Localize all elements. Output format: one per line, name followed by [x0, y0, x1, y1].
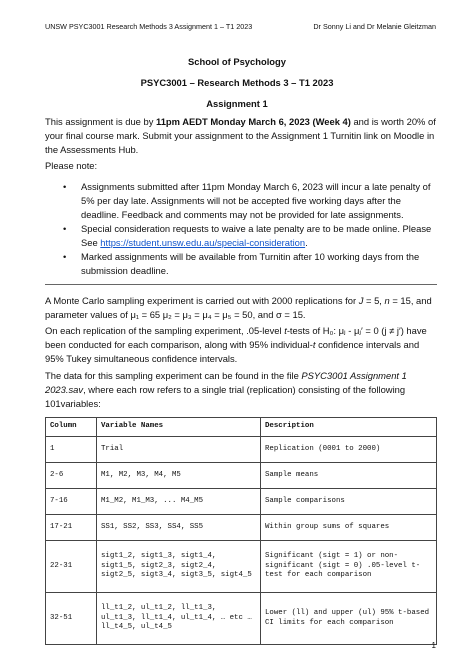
list-item: [45, 250, 437, 278]
list-item: [45, 180, 437, 222]
table-row: [46, 515, 437, 541]
cell-description: Within group sums of squares: [261, 515, 437, 541]
header-variable-names: Variable Names: [97, 418, 261, 437]
bullet-icon: •: [63, 223, 67, 234]
notes-list: [45, 180, 437, 278]
cell-description: Lower (ll) and upper (ul) 95% t-based CI limits for each comparison: [261, 593, 437, 645]
assignment-title: Assignment 1: [206, 98, 268, 109]
intro-text-before: This assignment is due by: [45, 116, 156, 127]
bullet-marked-assignments: Marked assignments will be available from Turnitin after 10 working days from the submission deadline.: [81, 251, 420, 276]
text-span: = 5,: [363, 295, 385, 306]
monte-carlo-paragraph: [45, 294, 437, 322]
bullet-period: .: [305, 237, 308, 248]
cell-variables: SS1, SS2, SS3, SS4, SS5: [97, 515, 261, 541]
cell-column: 2-6: [46, 463, 97, 489]
cell-description: Replication (0001 to 2000): [261, 437, 437, 463]
bullet-late-penalty: Assignments submitted after 11pm Monday March 6, 2023 will incur a late penalty of 5% per day late. Assignments will not be accepted five working days after the deadline. Feedback and comments may not be provided for late assignments.: [81, 181, 431, 220]
symbol-t: t: [312, 339, 316, 350]
table-row: [46, 541, 437, 593]
text-span: A Monte Carlo sampling experiment is carried out with 2000 replications for: [45, 295, 359, 306]
cell-column: 32-51: [46, 593, 97, 645]
text-span: On each replication of the sampling experiment, .05-level: [45, 325, 285, 336]
text-span: , where each row refers to a single trial (replication) consisting of the following 101variables:: [45, 384, 406, 409]
header-column: Column: [46, 418, 97, 437]
text-span: The data for this sampling experiment can be found in the file: [45, 370, 302, 381]
cell-description: Sample means: [261, 463, 437, 489]
section-divider: [45, 284, 437, 285]
due-date: 11pm AEDT Monday March 6, 2023 (Week 4): [156, 116, 351, 127]
text-span: = 15, and parameter values of μ₁ = 65 μ₂ = μ₃ = μ₄ = μ₅ = 50, and σ = 15.: [45, 295, 432, 320]
data-file-paragraph: [45, 369, 437, 411]
data-file-name: PSYC3001 Assignment 1 2023.sav: [45, 370, 407, 395]
cell-description: Sample comparisons: [261, 489, 437, 515]
list-item: [45, 222, 437, 250]
cell-variables: sigt1_2, sigt1_3, sigt1_4, sigt1_5, sigt2_3, sigt2_4, sigt2_5, sigt3_4, sigt3_5, sigt4_5: [97, 541, 261, 593]
cell-variables: M1_M2, M1_M3, ... M4_M5: [97, 489, 261, 515]
cell-variables: M1, M2, M3, M4, M5: [97, 463, 261, 489]
text-span: confidence intervals and 95% Tukey simultaneous confidence intervals.: [45, 339, 420, 364]
intro-paragraph: [45, 115, 437, 157]
cell-variables: ll_t1_2, ul_t1_2, ll_t1_3, ul_t1_3, ll_t1_4, ul_t1_4, … etc … ll_t4_5, ul_t4_5: [97, 593, 261, 645]
bullet-special-consideration-text: Special consideration requests to waive a late penalty are to be made online. Please See: [81, 223, 432, 248]
symbol-J: J: [358, 295, 364, 306]
text-span: -tests of H₀: μⱼ - μⱼ′ = 0 (j ≠ j′) have been conducted for each comparison, along with 95% individual-: [45, 325, 427, 350]
cell-column: 1: [46, 437, 97, 463]
course-title: PSYC3001 – Research Methods 3 – T1 2023: [140, 77, 334, 88]
running-header-left: UNSW PSYC3001 Research Methods 3 Assignment 1 – T1 2023: [45, 22, 253, 31]
cell-variables: Trial: [97, 437, 261, 463]
cell-description: Significant (sigt = 1) or non-significant (sigt = 0) .05-level t-test for each comparison: [261, 541, 437, 593]
ttest-paragraph: [45, 324, 437, 366]
table-row: [46, 437, 437, 463]
symbol-t: t: [284, 325, 287, 336]
table-header-row: [46, 418, 437, 437]
bullet-icon: •: [63, 251, 67, 262]
bullet-icon: •: [63, 181, 67, 192]
cell-column: 22-31: [46, 541, 97, 593]
cell-column: 17-21: [46, 515, 97, 541]
table-row: [46, 489, 437, 515]
school-title: School of Psychology: [188, 56, 286, 67]
symbol-n: n: [384, 295, 390, 306]
table-row: [46, 593, 437, 645]
cell-column: 7-16: [46, 489, 97, 515]
page-number: 1: [431, 641, 436, 650]
intro-text-after: and is worth 20% of your final course mark. Submit your assignment to the Assignment 1 Turnitin link on Moodle in the Assessments Hub.: [45, 116, 436, 155]
variables-table: [45, 417, 437, 645]
header-description: Description: [261, 418, 437, 437]
special-consideration-link[interactable]: https://student.unsw.edu.au/special-consideration: [100, 237, 306, 248]
note-label: Please note:: [45, 160, 98, 171]
running-header-right: Dr Sonny Li and Dr Melanie Gleitzman: [313, 22, 436, 31]
table-row: [46, 463, 437, 489]
